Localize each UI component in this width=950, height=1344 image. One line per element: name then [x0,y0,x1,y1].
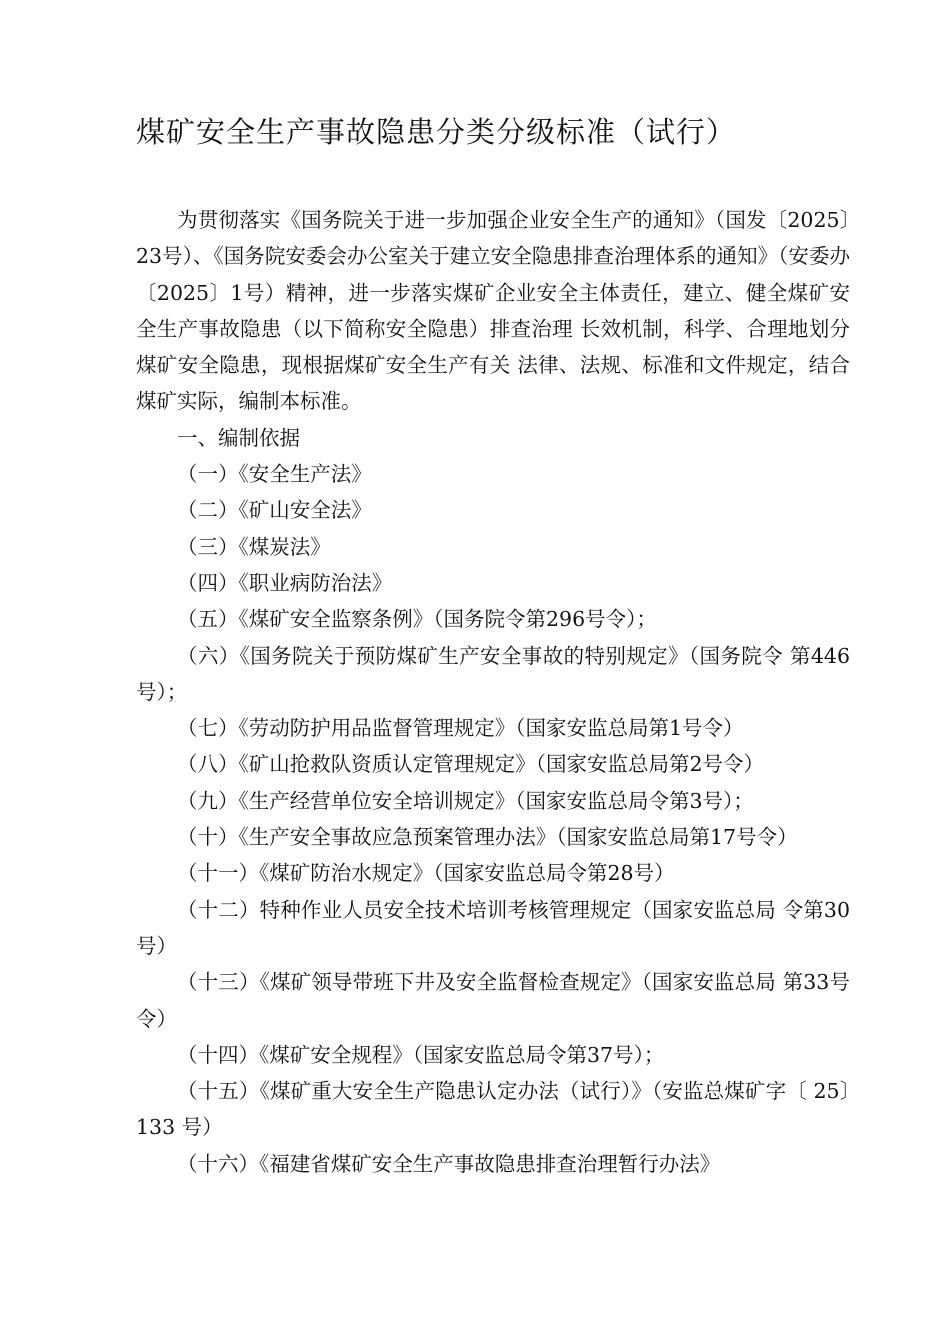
basis-item: （十五）《煤矿重大安全生产隐患认定办法（试行）》（安监总煤矿字〔 25〕133 号） [136,1079,850,1140]
basis-item: （二）《矿山安全法》 [177,498,372,523]
document-title: 煤矿安全生产事故隐患分类分级标准（试行） [136,115,737,149]
basis-item: （八）《矿山抢救队资质认定管理规定》（国家安监总局第2号令） [177,752,765,777]
basis-item: （十三）《煤矿领导带班下井及安全监督检查规定》（国家安监总局 第33号令） [136,970,850,1031]
basis-item: （十六）《福建省煤矿安全生产事故隐患排查治理暂行办法》 [177,1151,721,1176]
basis-item: （一）《安全生产法》 [177,462,372,487]
basis-item: （六）《国务院关于预防煤矿生产安全事故的特别规定》（国务院令 第446号）； [136,643,850,704]
basis-item: （十一）《煤矿防治水规定》（国家安监总局令第28号） [177,861,675,886]
basis-item: （七）《劳动防护用品监督管理规定》（国家安监总局第1号令） [177,716,744,741]
document-body [136,202,850,1182]
basis-item: （四）《职业病防治法》 [177,570,393,595]
basis-item: （十二）特种作业人员安全技术培训考核管理规定（国家安监总局 令第30号） [136,897,850,958]
intro-paragraph: 为贯彻落实《国务院关于进一步加强企业安全生产的通知》（国发〔2025〕23号）、《国务院安委会办公室关于建立安全隐患排查治理体系的通知》（安委办〔2025〕1号）精神，进一步落实煤矿企业安全主体责任，建立、健全煤矿安全生产事故隐患（以下简称安全隐患）排查治理 长效机制，科学、合理地划分煤矿安全隐患，现根据煤矿安全生产有关 法律、法规、标准和文件规定，结合煤矿实际，编制本标准。 [136,208,850,414]
basis-item: （十四）《煤矿安全规程》（国家安监总局令第37号）； [177,1042,665,1067]
basis-item: （三）《煤炭法》 [177,534,331,559]
section-heading: 一、编制依据 [177,425,300,450]
basis-item: （十）《生产安全事故应急预案管理办法》（国家安监总局第17号令） [177,825,798,850]
basis-item: （五）《煤矿安全监察条例》（国务院令第296号令）； [177,607,657,632]
basis-item: （九）《生产经营单位安全培训规定》（国家安监总局令第3号）； [177,788,754,813]
